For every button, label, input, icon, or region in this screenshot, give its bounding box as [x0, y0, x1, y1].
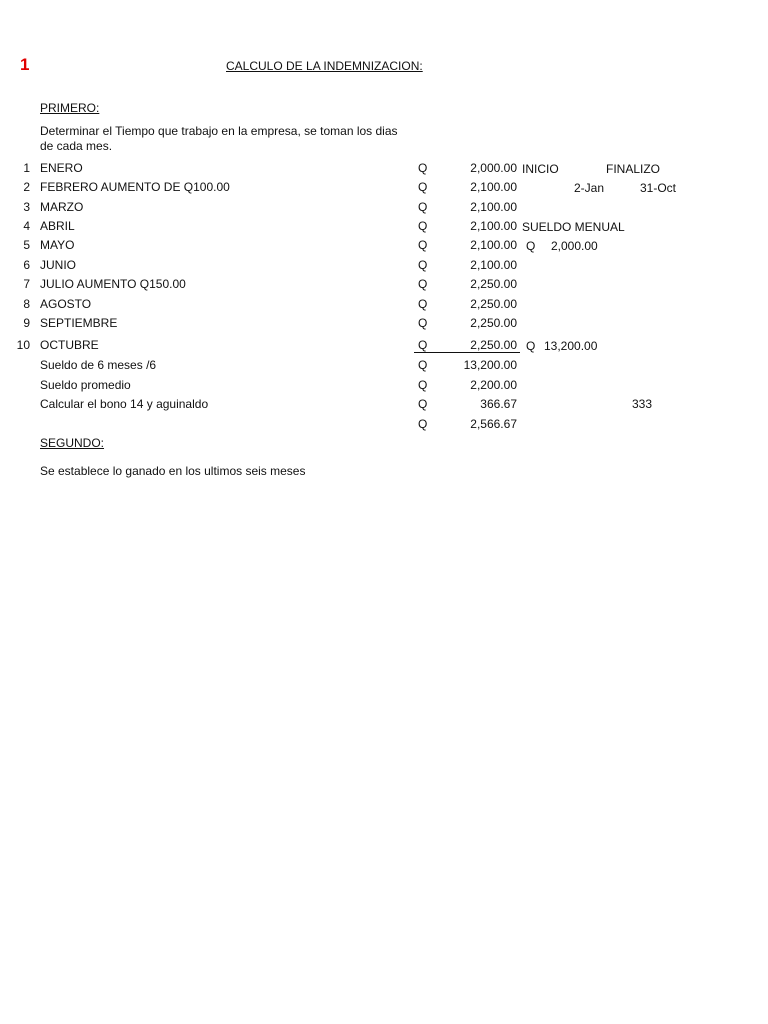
- month-amount: 2,100.00: [470, 258, 517, 272]
- total-currency: Q: [526, 339, 536, 353]
- summary-amount: 366.67: [480, 397, 517, 411]
- aside-value: 333: [632, 397, 653, 411]
- octubre-underline: [414, 352, 520, 353]
- month-currency: Q: [418, 219, 428, 233]
- month-currency: Q: [418, 316, 428, 330]
- month-label: AGOSTO: [40, 297, 92, 311]
- month-amount: 2,250.00: [470, 297, 517, 311]
- summary-label: Calcular el bono 14 y aguinaldo: [40, 397, 209, 411]
- summary-amount: 2,200.00: [470, 378, 517, 392]
- inicio-label: INICIO: [522, 162, 559, 176]
- month-amount: 2,100.00: [470, 200, 517, 214]
- summary-currency: Q: [418, 358, 428, 372]
- month-label: SEPTIEMBRE: [40, 316, 118, 330]
- finalizo-label: FINALIZO: [606, 162, 661, 176]
- month-label: MARZO: [40, 200, 84, 214]
- page-title: CALCULO DE LA INDEMNIZACION:: [226, 59, 423, 73]
- month-currency: Q: [418, 161, 428, 175]
- month-amount: 2,100.00: [470, 238, 517, 252]
- month-number: 3: [23, 200, 30, 214]
- month-number: 6: [23, 258, 30, 272]
- sueldo-label: SUELDO MENUAL: [522, 220, 625, 234]
- summary-currency: Q: [418, 378, 428, 392]
- month-number: 8: [23, 297, 30, 311]
- segundo-heading: SEGUNDO:: [40, 436, 105, 450]
- summary-currency: Q: [418, 417, 428, 431]
- month-currency: Q: [418, 297, 428, 311]
- month-number: 10: [16, 338, 30, 352]
- sheet-number: 1: [20, 55, 30, 74]
- month-label: OCTUBRE: [40, 338, 99, 352]
- month-label: FEBRERO AUMENTO DE Q100.00: [40, 180, 230, 194]
- summary-label: Sueldo promedio: [40, 378, 131, 392]
- primero-heading: PRIMERO:: [40, 101, 100, 115]
- sueldo-amount: 2,000.00: [551, 239, 598, 253]
- month-number: 2: [23, 180, 30, 194]
- month-currency: Q: [418, 180, 428, 194]
- month-amount: 2,100.00: [470, 219, 517, 233]
- finalizo-date: 31-Oct: [640, 181, 677, 195]
- month-currency: Q: [418, 200, 428, 214]
- summary-currency: Q: [418, 397, 428, 411]
- month-label: JUNIO: [40, 258, 76, 272]
- month-number: 9: [23, 316, 30, 330]
- summary-label: Sueldo de 6 meses /6: [40, 358, 157, 372]
- month-label: MAYO: [40, 238, 75, 252]
- month-number: 7: [23, 277, 30, 291]
- month-currency: Q: [418, 258, 428, 272]
- primero-description: Determinar el Tiempo que trabajo en la empresa, se toman los dias de cada mes.: [40, 124, 398, 153]
- month-label: ENERO: [40, 161, 83, 175]
- month-number: 5: [23, 238, 30, 252]
- month-label: JULIO AUMENTO Q150.00: [40, 277, 186, 291]
- month-amount: 2,000.00: [470, 161, 517, 175]
- inicio-date: 2-Jan: [574, 181, 605, 195]
- month-number: 1: [23, 161, 30, 175]
- month-amount: 2,100.00: [470, 180, 517, 194]
- summary-amount: 2,566.67: [470, 417, 517, 431]
- month-label: ABRIL: [40, 219, 75, 233]
- month-number: 4: [23, 219, 30, 233]
- month-amount: 2,250.00: [470, 338, 517, 352]
- month-amount: 2,250.00: [470, 316, 517, 330]
- total-amount: 13,200.00: [544, 339, 598, 353]
- segundo-description: Se establece lo ganado en los ultimos seis meses: [40, 464, 306, 478]
- month-currency: Q: [418, 238, 428, 252]
- month-currency: Q: [418, 338, 428, 352]
- month-amount: 2,250.00: [470, 277, 517, 291]
- month-currency: Q: [418, 277, 428, 291]
- summary-amount: 13,200.00: [463, 358, 517, 372]
- sueldo-currency: Q: [526, 239, 536, 253]
